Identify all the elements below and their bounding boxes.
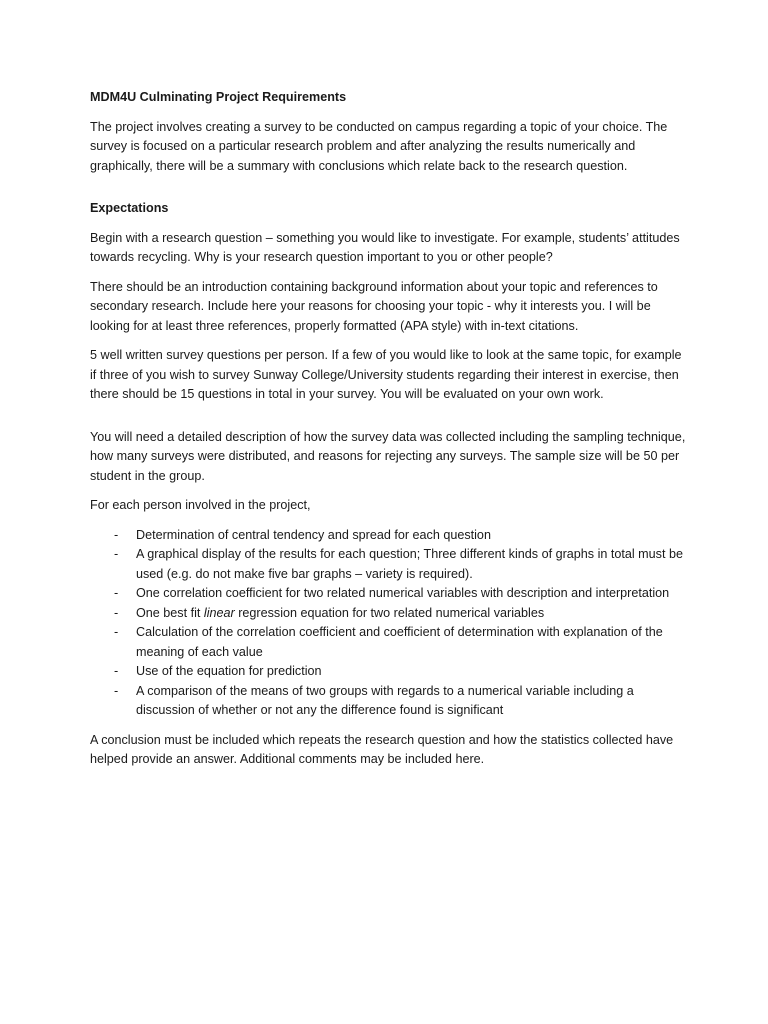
sampling-paragraph: You will need a detailed description of how the survey data was collected including the sampling technique, how many surveys were distributed, and reasons for rejecting any surveys. The sample size will be 50 per student in the group. (90, 429, 686, 483)
list-item-text: Calculation of the correlation coefficient and coefficient of determination with explanation of the meaning of each value (136, 625, 663, 659)
bullet-dash: - (114, 605, 119, 620)
bullet-dash: - (114, 527, 119, 542)
list-item-text: Use of the equation for prediction (136, 664, 322, 678)
bullet-dash: - (114, 664, 119, 678)
list-item (90, 584, 690, 604)
list-item (90, 604, 690, 624)
list-item-text: Determination of central tendency and spread for each question (136, 527, 491, 542)
list-item-text-end: regression equation for two related numerical variables (234, 605, 545, 620)
list-item (90, 526, 690, 546)
document-page (90, 88, 690, 780)
list-item (90, 623, 690, 662)
bullet-dash: - (114, 683, 119, 698)
survey-questions-paragraph: 5 well written survey questions per person. If a few of you would like to look at the same topic, for example if three of you wish to survey Sunway College/University students regarding their interest in exercise, then there should be 15 questions in total in your survey. You will be evaluated on your own work. (90, 348, 682, 401)
bullet-dash: - (114, 586, 119, 600)
list-item-text-start: One best fit (136, 605, 204, 620)
list-item-text (136, 606, 544, 620)
list-item-text: A comparison of the means of two groups with regards to a numerical variable including a discussion of whether or not any the difference found is significant (136, 683, 634, 717)
document-title: MDM4U Culminating Project Requirements (90, 90, 347, 104)
each-person-paragraph: For each person involved in the project, (90, 498, 311, 512)
list-item (90, 682, 690, 721)
intro-paragraph: The project involves creating a survey to be conducted on campus regarding a topic of your choice. The survey is focused on a particular research problem and after analyzing the results numerically and graphically, there will be a summary with conclusions which relate back to the research question. (90, 119, 668, 173)
emphasis-linear: linear (203, 605, 235, 620)
conclusion-paragraph: A conclusion must be included which repeats the research question and how the statistics collected have helped provide an answer. Additional comments may be included here. (90, 732, 674, 766)
list-item-text: A graphical display of the results for each question; Three different kinds of graphs in total must be used (e.g. do not make five bar graphs – variety is required). (136, 547, 683, 581)
list-item (90, 545, 690, 584)
list-item (90, 662, 690, 682)
research-question-paragraph: Begin with a research question – something you would like to investigate. For example, students’ attitudes towards recycling. Why is your research question important to you or other people? (90, 230, 680, 264)
expectations-heading: Expectations (90, 201, 169, 215)
list-item-text: One correlation coefficient for two related numerical variables with description and interpretation (136, 586, 670, 600)
introduction-paragraph: There should be an introduction containing background information about your topic and references to secondary research. Include here your reasons for choosing your topic - why it interests you. I will be looking for at least three references, properly formatted (APA style) with in-text citations. (90, 279, 658, 333)
bullet-dash: - (114, 625, 119, 639)
bullet-dash: - (114, 547, 119, 561)
requirements-list (90, 526, 690, 721)
